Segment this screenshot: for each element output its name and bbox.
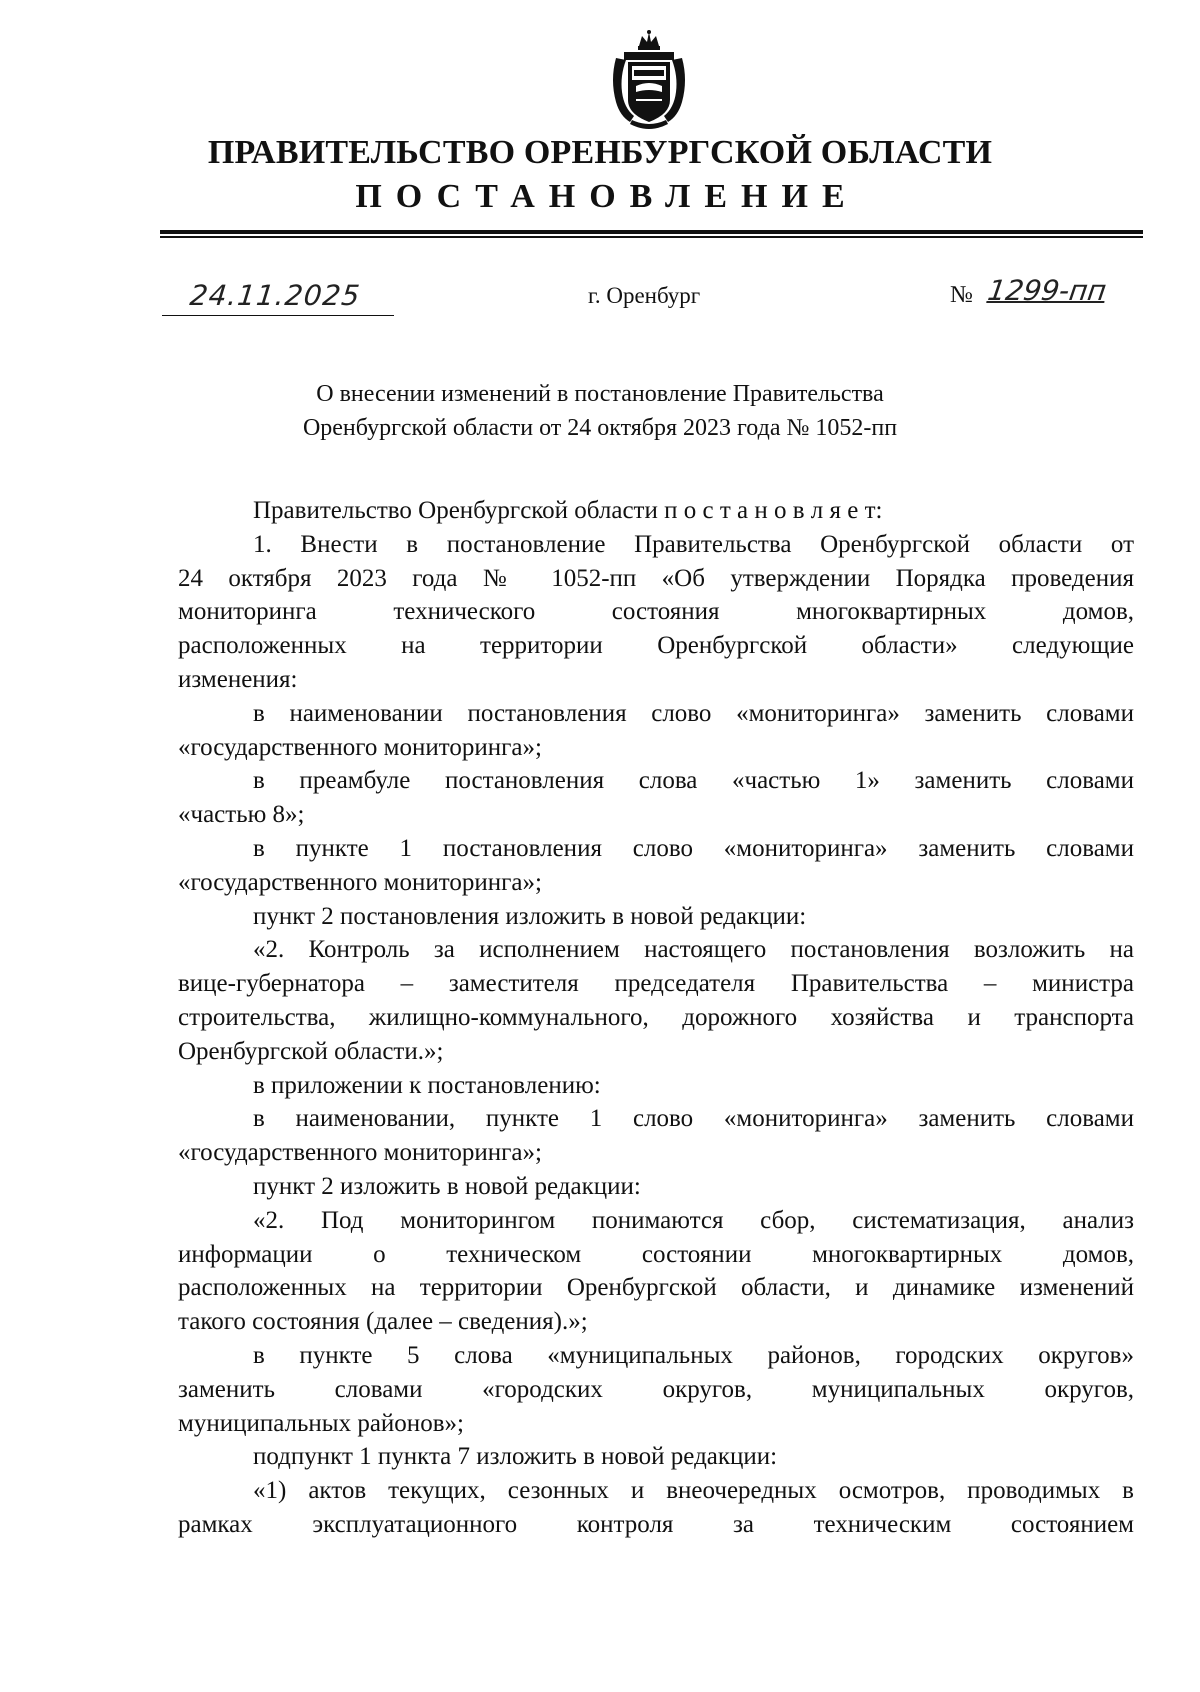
body-line: в преамбуле постановления слова «частью 1» заменить словами xyxy=(253,767,1134,795)
body-line: «государственного мониторинга»; xyxy=(178,868,542,896)
body-line: в пункте 1 постановления слово «мониторинга» заменить словами xyxy=(253,834,1134,862)
body-line: пункт 2 изложить в новой редакции: xyxy=(253,1172,641,1200)
body-line: 24 октября 2023 года № 1052-пп «Об утверждении Порядка проведения xyxy=(178,564,1134,592)
subject-line: Оренбургской области от 24 октября 2023 года № 1052-пп xyxy=(302,415,898,441)
body-line: Правительство Оренбургской области п о с т а н о в л я е т: xyxy=(253,497,883,524)
subject-line: О внесении изменений в постановление Правительства xyxy=(316,381,884,407)
document-subject xyxy=(0,377,1200,445)
body-line: «1) актов текущих, сезонных и внеочередных осмотров, проводимых в xyxy=(253,1477,1134,1505)
coat-of-arms-emblem-icon xyxy=(606,30,692,134)
body-line: изменения: xyxy=(178,665,298,693)
body-line: подпункт 1 пункта 7 изложить в новой редакции: xyxy=(253,1443,778,1471)
body-line: строительства, жилищно-коммунального, дорожного хозяйства и транспорта xyxy=(178,1003,1134,1031)
body-line: муниципальных районов»; xyxy=(178,1409,464,1437)
date-field xyxy=(162,279,394,316)
body-line: расположенных на территории Оренбургской области, и динамике изменений xyxy=(178,1274,1134,1302)
body-line: мониторинга технического состояния многоквартирных домов, xyxy=(178,598,1134,626)
header-rule-thin xyxy=(160,236,1143,238)
document-number: 1299-пп xyxy=(985,274,1109,307)
government-title: ПРАВИТЕЛЬСТВО ОРЕНБУРГСКОЙ ОБЛАСТИ xyxy=(207,134,993,171)
body-line: в наименовании, пункте 1 слово «мониторинга» заменить словами xyxy=(253,1105,1134,1133)
body-line: информации о техническом состоянии многоквартирных домов, xyxy=(178,1240,1134,1268)
document-type-title: ПОСТАНОВЛЕНИЕ xyxy=(355,178,859,215)
body-line: «государственного мониторинга»; xyxy=(178,1139,542,1167)
body-line: «2. Под мониторингом понимаются сбор, систематизация, анализ xyxy=(253,1206,1134,1234)
document-body xyxy=(178,494,1134,1542)
body-line: в наименовании постановления слово «мониторинга» заменить словами xyxy=(253,699,1134,727)
body-line: расположенных на территории Оренбургской области» следующие xyxy=(178,632,1134,660)
body-line: 1. Внести в постановление Правительства Оренбургской области от xyxy=(253,530,1134,558)
body-line: в приложении к постановлению: xyxy=(253,1071,601,1099)
body-line: «2. Контроль за исполнением настоящего постановления возложить на xyxy=(253,936,1134,964)
body-line: вице-губернатора – заместителя председателя Правительства – министра xyxy=(178,970,1134,998)
body-line: заменить словами «городских округов, муниципальных округов, xyxy=(178,1375,1134,1403)
number-sign: № xyxy=(950,282,973,308)
body-line: рамках эксплуатационного контроля за техническим состоянием xyxy=(178,1510,1134,1538)
body-line: такого состояния (далее – сведения).»; xyxy=(178,1308,588,1336)
body-line: Оренбургской области.»; xyxy=(178,1037,444,1065)
body-line: «государственного мониторинга»; xyxy=(178,733,542,761)
body-line: в пункте 5 слова «муниципальных районов, городских округов» xyxy=(253,1341,1134,1369)
document-date: 24.11.2025 xyxy=(188,279,363,312)
header-rule-thick xyxy=(160,230,1143,234)
city-label: г. Оренбург xyxy=(588,283,701,308)
body-line: «частью 8»; xyxy=(178,801,305,829)
body-line: пункт 2 постановления изложить в новой редакции: xyxy=(253,902,807,930)
